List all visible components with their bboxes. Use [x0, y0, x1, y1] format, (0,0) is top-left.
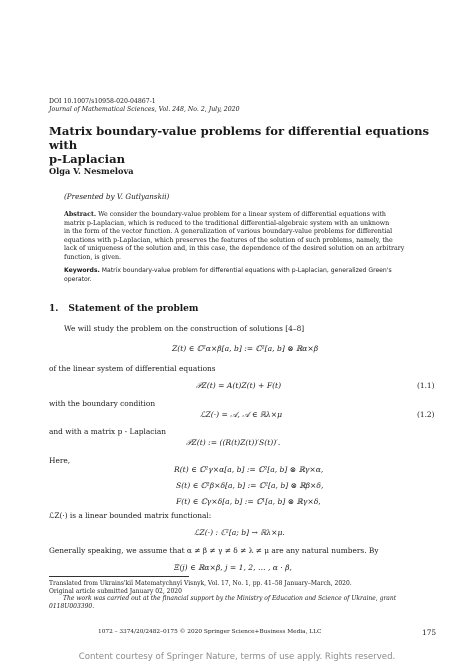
- journal-citation: Journal of Mathematical Sciences, Vol. 248, No. 2, July, 2020: [49, 106, 240, 113]
- footnote-support: The work was carried out at the financial support by the Ministry of Education and Science of Ukraine, grant: [63, 595, 397, 603]
- abstract: [64, 211, 426, 263]
- footnote-rule: [49, 576, 189, 577]
- equation-number: (1.1): [417, 381, 435, 390]
- keywords-label: Keywords.: [64, 267, 100, 274]
- abstract-line: matrix p-Laplacian, which is reduced to the traditional differential-algebraic system with an unknown: [64, 219, 390, 227]
- paragraph: Here,: [49, 456, 71, 465]
- keywords-line: Keywords. Matrix boundary-value problem for differential equations with p-Laplacian, generalized Green's: [64, 267, 392, 274]
- paragraph: with the boundary condition: [49, 399, 156, 408]
- abstract-line: Abstract. We consider the boundary-value problem for a linear system of differential equations with: [64, 211, 386, 218]
- title-line: Matrix boundary-value problems for differential equations with: [49, 124, 430, 152]
- equation-1-2: ℒZ(·) = 𝒜, 𝒜 ∈ ℝλ×μ: [200, 410, 283, 419]
- author-name: Olga V. Nesmelova: [49, 166, 134, 176]
- paragraph: ℒZ(·) is a linear bounded matrix functional:: [49, 511, 212, 520]
- abstract-line: in the form of the vector function. A generalization of various boundary-value problems for differential: [64, 228, 393, 236]
- footnote-support: 0118U003390.: [49, 602, 95, 610]
- section-number: 1.: [49, 304, 59, 314]
- section-heading: [49, 304, 198, 314]
- paragraph: Generally speaking, we assume that α ≠ β ≠ γ ≠ δ ≠ λ ≠ μ are any natural numbers. By: [49, 546, 379, 555]
- courtesy-notice: Content courtesy of Springer Nature, terms of use apply. Rights reserved.: [78, 652, 396, 662]
- abstract-line: lack of uniqueness of the solution and, in this case, the dependence of the desired solution on an arbitrary: [64, 245, 405, 253]
- copyright-line: 1072 – 3374/20/2482–0175 © 2020 Springer Science+Business Media, LLC: [98, 629, 322, 635]
- equation-S: S(t) ∈ ℂ²β×δ[a, b] := ℂ²[a, b] ⊗ ℝβ×δ,: [176, 481, 324, 490]
- equation-p-laplacian: 𝒫Z(t) := ((R(t)Z(t))′S(t))′.: [186, 438, 281, 447]
- equation-R: R(t) ∈ ℂ²γ×α[a, b] := ℂ²[a, b] ⊗ ℝγ×α,: [174, 465, 324, 474]
- page-number: 175: [422, 628, 437, 637]
- equation-F: F(t) ∈ ℂγ×δ[a, b] := ℂ¹[a, b] ⊗ ℝγ×δ,: [176, 497, 321, 506]
- equation-basis: Ξ(j) ∈ ℝα×β, j = 1, 2, … , α · β,: [174, 563, 292, 572]
- keywords: [64, 267, 426, 284]
- paper-title: [49, 124, 439, 166]
- paragraph: and with a matrix p - Laplacian: [49, 427, 166, 436]
- footnote-translated: Translated from Ukrains'kiĭ Matematychnyĭ Visnyk, Vol. 17, No. 1, pp. 41–58 January–March, 2020.: [49, 580, 352, 587]
- title-line: p-Laplacian: [49, 152, 126, 166]
- equation-solution-space: Z(t) ∈ ℂ²α×β[a, b] := ℂ²[a, b] ⊗ ℝα×β: [172, 344, 319, 353]
- abstract-line: function, is given.: [64, 253, 121, 261]
- keywords-line: operator.: [64, 275, 92, 283]
- paragraph: of the linear system of differential equations: [49, 364, 216, 373]
- equation-functional: ℒZ(·) : ℂ²[a; b] → ℝλ×μ.: [194, 528, 285, 537]
- paragraph: We will study the problem on the construction of solutions [4–8]: [64, 324, 305, 333]
- footnote-original: Original article submitted January 02, 2020: [49, 587, 182, 595]
- equation-number: (1.2): [417, 410, 435, 419]
- section-title: Statement of the problem: [68, 304, 199, 314]
- footnotes: [49, 580, 439, 610]
- equation-1-1: 𝒫Z(t) = A(t)Z(t) + F(t): [196, 381, 282, 390]
- presented-by: (Presented by V. Gutlyanskii): [64, 192, 170, 201]
- doi-line: DOI 10.1007/s10958-020-04867-1: [49, 98, 156, 105]
- abstract-label: Abstract.: [64, 211, 97, 218]
- abstract-line: equations with p-Laplacian, which preserves the features of the solution of such problems, namely, the: [64, 236, 393, 244]
